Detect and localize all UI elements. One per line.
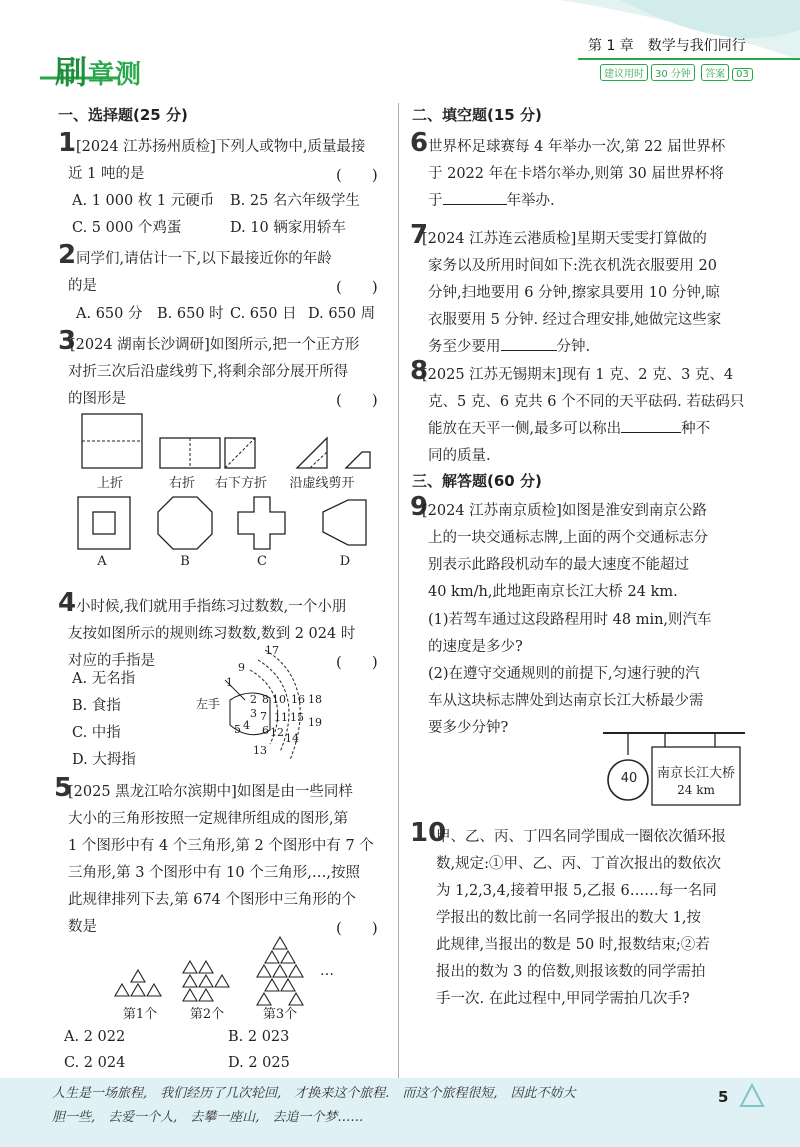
q4-num-5: 5 [234, 723, 241, 736]
q9-speed-limit-value: 40 [620, 771, 638, 786]
q3-step-4-label: 沿虚线剪开 [289, 476, 355, 491]
answer-page: 03 [732, 68, 753, 81]
q1-number: 1 [58, 128, 77, 158]
q7-answer-blank[interactable] [501, 350, 557, 351]
q4-hand-label: 左手 [196, 697, 221, 711]
q3-number: 3 [58, 326, 77, 356]
q10-line3: 为 1,2,3,4,接着甲报 5,乙报 6……每一名同 [436, 883, 717, 899]
q5-fig-label-1: 第1个 [122, 1007, 158, 1022]
q1-option-a: A. 1 000 枚 1 元硬币 [72, 193, 215, 209]
q4-num-8: 8 [262, 693, 269, 706]
q10-line5: 此规律,当报出的数是 50 时,报数结束;②若 [436, 937, 710, 953]
q3-option-d: D [339, 554, 351, 569]
footer-quote [52, 1082, 576, 1130]
q5-option-a: A. 2 022 [64, 1029, 126, 1045]
q9-number: 9 [410, 492, 429, 522]
q4-num-1: 1 [226, 676, 233, 689]
chapter-title: 第 1 章 数学与我们同行 [588, 38, 746, 54]
section-fill-title: 二、填空题(15 分) [412, 106, 542, 124]
q5-triangle-figures [100, 935, 340, 1010]
q9-part2-line3: 要多少分钟? [428, 720, 509, 736]
q2-option-b: B. 650 时 [157, 306, 224, 322]
q1-line2: 近 1 吨的是 [68, 166, 145, 182]
q3-step-3-label: 右下方折 [214, 476, 267, 491]
q1-answer-paren: ( ) [336, 166, 378, 184]
q7-line1: [2024 江苏连云港质检]星期天雯雯打算做的 [422, 231, 707, 247]
q4-line3: 对应的手指是 [68, 653, 155, 669]
q9-sign-distance: 24 km [677, 783, 715, 797]
q4-num-6: 6 [262, 724, 269, 737]
q4-num-7: 7 [260, 710, 267, 723]
q9-line4: 40 km/h,此地距南京长江大桥 24 km. [428, 584, 678, 600]
q2-number: 2 [58, 240, 77, 270]
q4-num-11: 11 [274, 711, 288, 724]
q9-line3: 别表示此路段机动车的最大速度不能超过 [428, 557, 689, 573]
q6-line3-suffix: 年举办. [506, 193, 555, 209]
q3-line1: [2024 湖南长沙调研]如图所示,把一个正方形 [70, 337, 360, 353]
q3-step-1-label: 上折 [96, 476, 123, 491]
q4-num-16: 16 [291, 693, 305, 706]
footer-quote-line1: 人生是一场旅程, 我们经历了几次轮回, 才换来这个旅程. 而这个旅程很短, 因此不妨大 [52, 1086, 576, 1101]
answer-label: 答案 [701, 64, 729, 81]
q6-number: 6 [410, 128, 429, 158]
q5-line4: 三角形,第 3 个图形中有 10 个三角形,…,按照 [68, 865, 360, 881]
page-number: 5 [718, 1088, 729, 1106]
q4-num-15: 15 [290, 711, 304, 724]
q5-answer-paren: ( ) [336, 919, 378, 937]
q7-number: 7 [410, 220, 429, 250]
section-choice-title: 一、选择题(25 分) [58, 106, 188, 124]
q8-line1: [2025 江苏无锡期末]现有 1 克、2 克、3 克、4 [422, 367, 734, 383]
q6-answer-blank[interactable] [443, 204, 507, 205]
q3-line2: 对折三次后沿虚线剪下,将剩余部分展开所得 [68, 364, 349, 380]
q9-part2-line1: (2)在遵守交通规则的前提下,匀速行驶的汽 [428, 666, 700, 682]
q4-line2: 友按如图所示的规则练习数数,数到 2 024 时 [68, 626, 356, 642]
q10-number: 10 [410, 818, 447, 848]
q5-option-b: B. 2 023 [228, 1029, 290, 1045]
section-solve-title: 三、解答题(60 分) [412, 472, 542, 490]
time-label: 建议用时 [600, 64, 648, 81]
q2-line2: 的是 [68, 278, 97, 294]
q4-num-12: 12 [270, 726, 284, 739]
q8-line3-suffix: 种不 [681, 421, 711, 437]
q1-option-c: C. 5 000 个鸡蛋 [72, 220, 182, 236]
q1-option-d: D. 10 辆家用轿车 [230, 220, 346, 236]
q2-line1: 同学们,请估计一下,以下最接近你的年龄 [76, 251, 332, 267]
chapter-underline [578, 58, 800, 60]
q7-line2: 家务以及所用时间如下:洗衣机洗衣服要用 20 [428, 258, 717, 274]
footer-quote-line2: 胆一些, 去爱一个人, 去攀一座山, 去追一个梦…… [52, 1110, 364, 1125]
q9-part1-line1: (1)若驾车通过这段路程用时 48 min,则汽车 [428, 612, 712, 628]
q2-option-c: C. 650 日 [230, 306, 297, 322]
q3-option-c: C [257, 554, 267, 569]
q4-answer-paren: ( ) [336, 653, 378, 671]
q2-answer-paren: ( ) [336, 278, 378, 296]
q8-line4: 同的质量. [428, 448, 491, 464]
q1-option-b: B. 25 名六年级学生 [230, 193, 360, 209]
brand-big-char: 刷 [55, 53, 89, 91]
q2-option-d: D. 650 周 [308, 306, 376, 322]
q4-num-13: 13 [253, 744, 267, 757]
q4-num-10: 10 [272, 693, 286, 706]
q4-num-18: 18 [308, 693, 322, 706]
q10-line2: 数,规定:①甲、乙、丙、丁首次报出的数依次 [436, 856, 721, 872]
q8-number: 8 [410, 356, 429, 386]
q5-line1: [2025 黑龙江哈尔滨期中]如图是由一些同样 [68, 784, 353, 800]
q4-option-c: C. 中指 [72, 725, 121, 741]
q7-line5-prefix: 务至少要用 [428, 339, 501, 355]
q3-answer-paren: ( ) [336, 391, 378, 409]
q3-step-2-label: 右折 [168, 476, 195, 491]
q5-line3: 1 个图形中有 4 个三角形,第 2 个图形中有 7 个 [68, 838, 374, 854]
q5-ellipsis: … [320, 963, 334, 979]
q4-num-2: 2 [250, 693, 257, 706]
q4-number: 4 [58, 588, 77, 618]
q9-sign-destination: 南京长江大桥 [656, 766, 735, 781]
q6-line2: 于 2022 年在卡塔尔举办,则第 30 届世界杯将 [428, 166, 724, 182]
q4-num-19: 19 [308, 716, 322, 729]
q5-option-d: D. 2 025 [228, 1055, 290, 1071]
q6-line1: 世界杯足球赛每 4 年举办一次,第 22 届世界杯 [428, 139, 726, 155]
q4-num-17: 17 [265, 644, 279, 657]
q3-option-b: B [180, 554, 190, 569]
q5-number: 5 [54, 773, 73, 803]
q4-num-3: 3 [250, 707, 257, 720]
q9-line2: 上的一块交通标志牌,上面的两个交通标志分 [428, 530, 709, 546]
q10-line4: 学报出的数比前一名同学报出的数大 1,按 [436, 910, 701, 926]
q3-line3: 的图形是 [68, 391, 126, 407]
q5-line6: 数是 [68, 919, 97, 935]
time-and-answer-info [600, 64, 756, 81]
brand-small-text: 章测 [88, 60, 143, 90]
q7-line5 [428, 334, 590, 362]
q5-option-c: C. 2 024 [64, 1055, 126, 1071]
q4-option-b: B. 食指 [72, 698, 121, 714]
q9-part2-line2: 车从这块标志牌处到达南京长江大桥最少需 [428, 693, 704, 709]
footer-triangle-icon [738, 1082, 766, 1110]
q4-option-d: D. 大拇指 [72, 752, 136, 768]
column-divider [398, 103, 399, 1078]
q2-option-a: A. 650 分 [76, 306, 143, 322]
time-value: 30 分钟 [651, 64, 695, 81]
q8-line3 [428, 416, 710, 444]
q9-part1-line2: 的速度是多少? [428, 639, 523, 655]
q10-line1: 甲、乙、丙、丁四名同学围成一圈依次循环报 [436, 829, 726, 845]
q5-fig-label-3: 第3个 [262, 1007, 298, 1022]
q6-line3 [428, 188, 555, 216]
q4-num-9: 9 [238, 661, 245, 674]
q3-option-a: A [97, 554, 107, 569]
q7-line3: 分钟,扫地要用 6 分钟,擦家具要用 10 分钟,晾 [428, 285, 720, 301]
q9-line1: [2024 江苏南京质检]如图是淮安到南京公路 [422, 503, 707, 519]
q7-line4: 衣服要用 5 分钟. 经过合理安排,她做完这些家 [428, 312, 722, 328]
q4-line1: 小时候,我们就用手指练习过数数,一个小朋 [76, 599, 347, 615]
q4-num-14: 14 [285, 732, 299, 745]
q8-answer-blank[interactable] [621, 432, 681, 433]
q4-num-4: 4 [243, 719, 250, 732]
q8-line3-prefix: 能放在天平一侧,最多可以称出 [428, 421, 622, 437]
q10-line6: 报出的数为 3 的倍数,则报该数的同学需拍 [436, 964, 706, 980]
q8-line2: 克、5 克、6 克共 6 个不同的天平砝码. 若砝码只 [428, 394, 745, 410]
q4-option-a: A. 无名指 [72, 671, 136, 687]
q1-line1: [2024 江苏扬州质检]下列人或物中,质量最接 [76, 139, 366, 155]
brand-logo [55, 47, 142, 93]
q5-line2: 大小的三角形按照一定规律所组成的图形,第 [68, 811, 349, 827]
q10-line7: 手一次. 在此过程中,甲同学需拍几次手? [436, 991, 690, 1007]
q5-fig-label-2: 第2个 [189, 1007, 225, 1022]
q6-line3-prefix: 于 [428, 193, 443, 209]
q5-line5: 此规律排列下去,第 674 个图形中三角形的个 [68, 892, 357, 908]
q7-line5-suffix: 分钟. [556, 339, 591, 355]
